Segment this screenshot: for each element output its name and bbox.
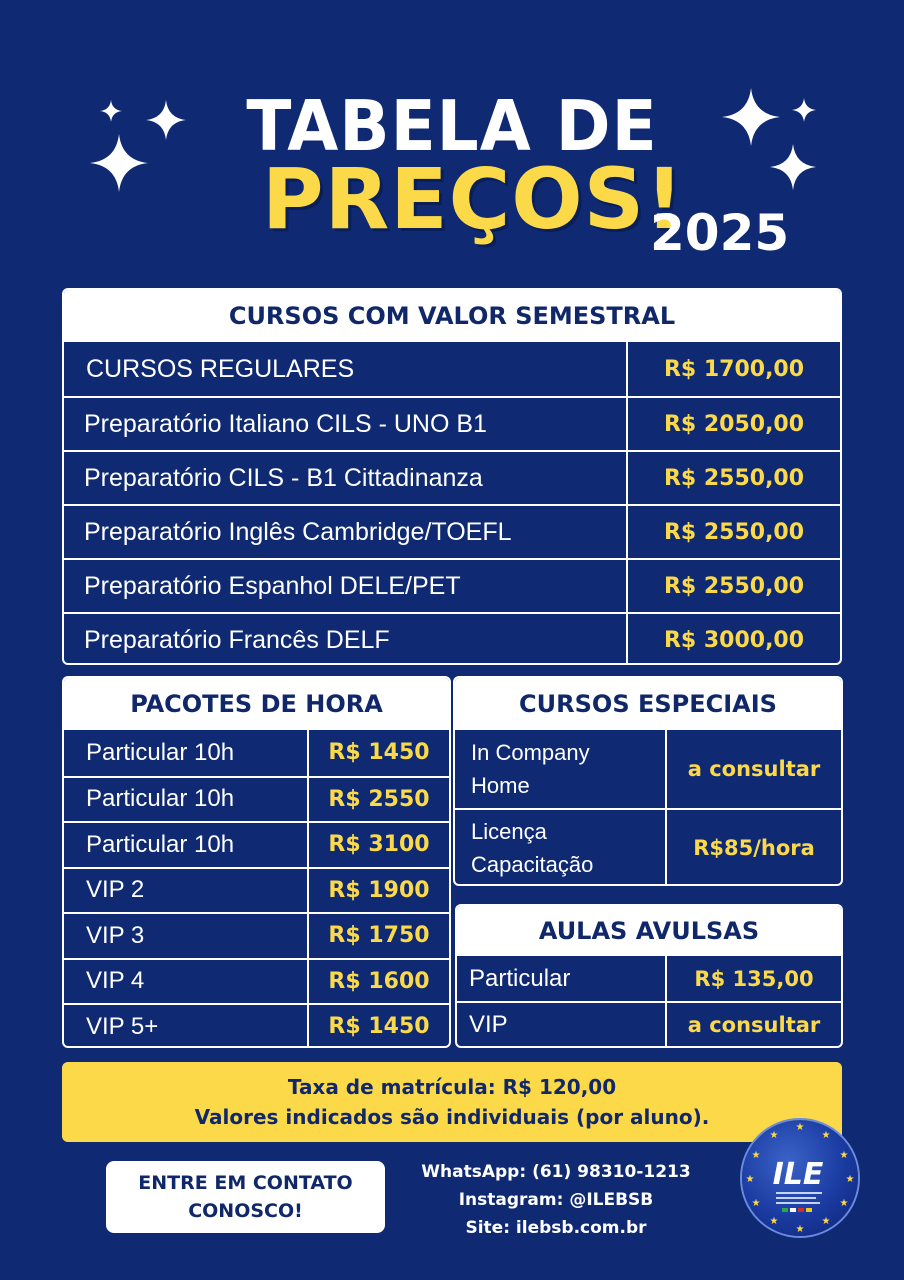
table-row (64, 730, 449, 776)
table-row (64, 558, 840, 612)
svg-text:★: ★ (839, 1150, 849, 1161)
special-course-name (455, 730, 665, 808)
special-courses-table (453, 676, 843, 886)
course-price: R$ 3000,00 (626, 614, 840, 665)
package-price: R$ 3100 (307, 823, 449, 867)
special-courses-header: CURSOS ESPECIAIS (455, 678, 841, 730)
package-name: VIP 3 (86, 921, 145, 949)
course-name: Preparatório CILS - B1 Cittadinanza (84, 463, 483, 492)
semester-courses-header: CURSOS COM VALOR SEMESTRAL (64, 290, 840, 342)
course-name: Preparatório Espanhol DELE/PET (84, 571, 461, 600)
hour-packages-table (62, 676, 451, 1048)
special-course-name-line2: Capacitação (471, 852, 594, 877)
lesson-price: R$ 135,00 (665, 956, 841, 1001)
table-row (64, 958, 449, 1004)
svg-text:★: ★ (751, 1150, 761, 1161)
package-name: Particular 10h (86, 830, 235, 858)
single-lessons-table (455, 904, 843, 1048)
single-lessons-header: AULAS AVULSAS (457, 906, 841, 956)
course-name: Preparatório Inglês Cambridge/TOEFL (84, 517, 512, 546)
table-row (455, 730, 841, 808)
title-highlight: PREÇOS! (262, 150, 685, 248)
instagram-text[interactable]: Instagram: @ILEBSB (458, 1190, 654, 1210)
table-row (64, 396, 840, 450)
course-name: CURSOS REGULARES (86, 354, 355, 383)
special-course-price: R$85/hora (665, 810, 841, 886)
special-course-name (455, 810, 665, 886)
table-row (64, 450, 840, 504)
package-price: R$ 2550 (307, 778, 449, 822)
lesson-name: Particular (469, 964, 571, 992)
table-row (64, 776, 449, 822)
course-price: R$ 2550,00 (626, 452, 840, 504)
package-price: R$ 1750 (307, 914, 449, 958)
course-price: R$ 2550,00 (626, 506, 840, 558)
lesson-name: VIP (469, 1010, 508, 1038)
table-row (455, 808, 841, 886)
package-price: R$ 1600 (307, 960, 449, 1004)
svg-text:★: ★ (795, 1122, 805, 1133)
hour-packages-header: PACOTES DE HORA (64, 678, 449, 730)
course-name: Preparatório Francês DELF (84, 625, 390, 654)
contact-us-button[interactable] (106, 1161, 385, 1233)
title-year: 2025 (650, 204, 790, 262)
svg-text:★: ★ (751, 1198, 761, 1209)
special-course-name-line1: In Company (471, 740, 590, 765)
package-name: Particular 10h (86, 738, 235, 766)
course-name: Preparatório Italiano CILS - UNO B1 (84, 409, 487, 438)
package-name: Particular 10h (86, 785, 235, 813)
semester-courses-table (62, 288, 842, 665)
table-row (457, 956, 841, 1001)
table-row (64, 504, 840, 558)
enrollment-fee: Taxa de matrícula: R$ 120,00 (287, 1075, 617, 1099)
table-row (64, 612, 840, 665)
svg-text:★: ★ (795, 1224, 805, 1235)
special-course-price: a consultar (665, 730, 841, 808)
table-row (64, 912, 449, 958)
svg-text:★: ★ (845, 1174, 855, 1185)
table-row (64, 821, 449, 867)
special-course-name-line1: Licença (471, 819, 547, 844)
svg-text:★: ★ (821, 1216, 831, 1227)
course-price: R$ 2550,00 (626, 560, 840, 612)
package-price: R$ 1900 (307, 869, 449, 913)
course-price: R$ 2050,00 (626, 398, 840, 450)
course-price: R$ 1700,00 (626, 342, 840, 396)
svg-text:★: ★ (769, 1216, 779, 1227)
whatsapp-text[interactable]: WhatsApp: (61) 98310-1213 (421, 1162, 691, 1182)
package-name: VIP 4 (86, 967, 145, 995)
contact-button-line2: CONOSCO! (188, 1200, 303, 1222)
package-name: VIP 2 (86, 876, 145, 904)
package-price: R$ 1450 (307, 1005, 449, 1048)
lesson-price: a consultar (665, 1003, 841, 1046)
package-price: R$ 1450 (307, 730, 449, 776)
svg-text:★: ★ (821, 1130, 831, 1141)
contact-button-line1: ENTRE EM CONTATO (138, 1172, 353, 1194)
svg-text:ILE: ILE (772, 1157, 824, 1192)
website-text[interactable]: Site: ilebsb.com.br (465, 1218, 647, 1238)
pricing-note: Valores indicados são individuais (por aluno). (194, 1105, 710, 1129)
contact-info (406, 1158, 706, 1242)
table-row (457, 1001, 841, 1046)
svg-text:★: ★ (745, 1174, 755, 1185)
ile-logo-icon (742, 1120, 858, 1236)
package-name: VIP 5+ (86, 1012, 159, 1040)
svg-text:★: ★ (769, 1130, 779, 1141)
table-row (64, 342, 840, 396)
enrollment-notice (62, 1062, 842, 1142)
table-row (64, 867, 449, 913)
title-heading: TABELA DE (246, 86, 658, 167)
special-course-name-line2: Home (471, 773, 530, 798)
table-row (64, 1003, 449, 1048)
svg-text:★: ★ (839, 1198, 849, 1209)
